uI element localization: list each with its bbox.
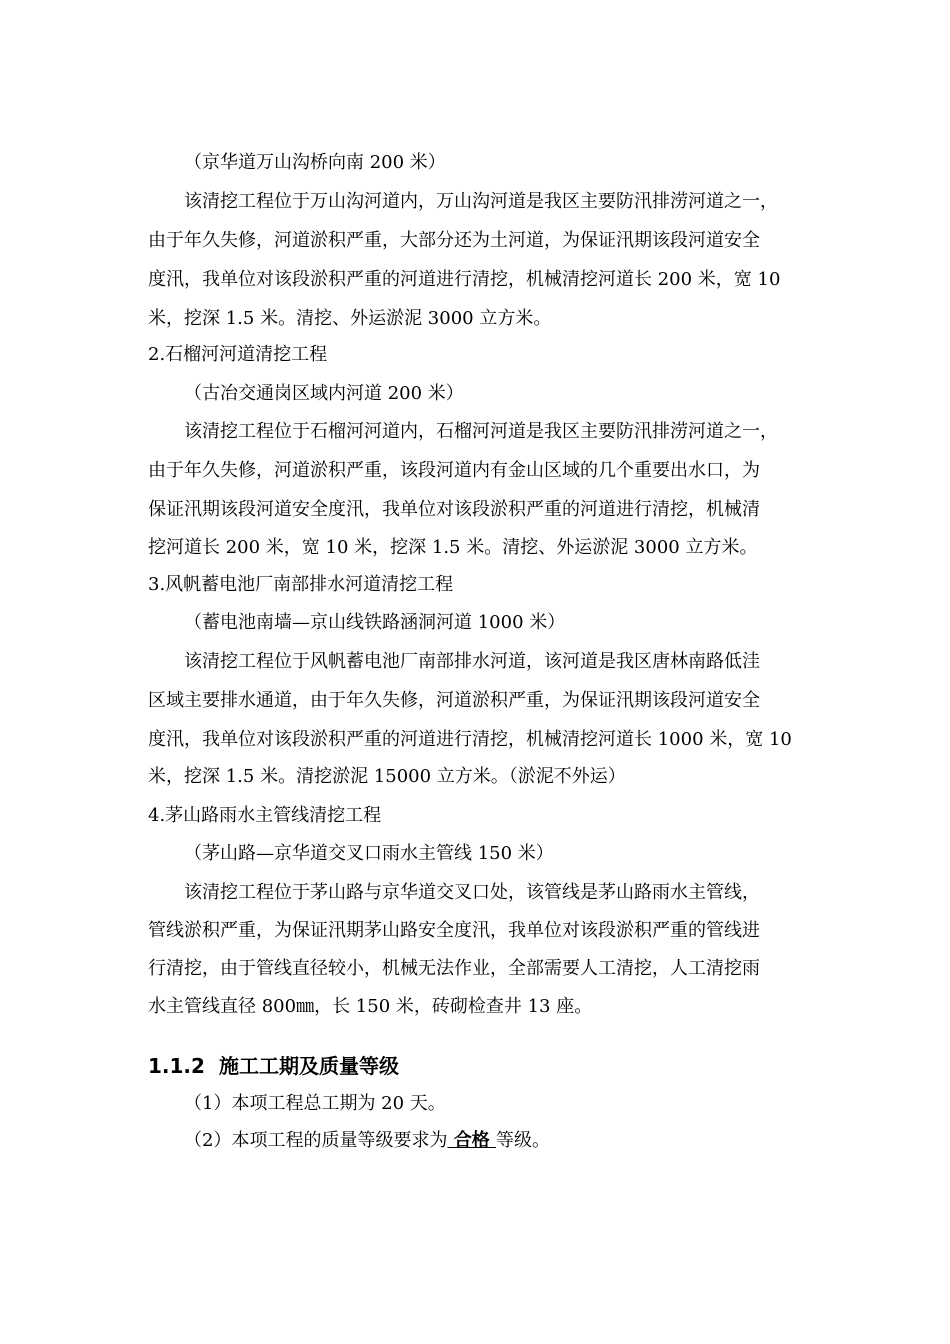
section-3-body-line: 该清挖工程位于风帆蓄电池厂南部排水河道，该河道是我区唐林南路低洼 (184, 651, 760, 672)
quality-item-suffix: 等级。 (496, 1130, 551, 1151)
section-1-body-line: 由于年久失修，河道淤积严重，大部分还为土河道，为保证汛期该段河道安全 (148, 230, 760, 251)
quality-item-prefix: （2）本项工程的质量等级要求为 (184, 1130, 448, 1151)
section-3-heading: 3.风帆蓄电池厂南部排水河道清挖工程 (148, 574, 454, 595)
section-2-heading: 2.石榴河河道清挖工程 (148, 344, 328, 365)
section-title: 施工工期及质量等级 (218, 1054, 399, 1078)
section-number: 1.1.2 (148, 1054, 205, 1078)
section-1-body-line: 该清挖工程位于万山沟河道内，万山沟河道是我区主要防汛排涝河道之一， (184, 191, 778, 212)
section-4-body-line: 行清挖，由于管线直径较小，机械无法作业，全部需要人工清挖，人工清挖雨 (148, 958, 760, 979)
section-2-body-line: 保证汛期该段河道安全度汛，我单位对该段淤积严重的河道进行清挖，机械清 (148, 499, 760, 520)
section-2-body-line: 该清挖工程位于石榴河河道内，石榴河河道是我区主要防汛排涝河道之一， (184, 421, 778, 442)
section-1-body-line: 米，挖深 1.5 米。清挖、外运淤泥 3000 立方米。 (148, 308, 552, 329)
section-4-heading: 4.茅山路雨水主管线清挖工程 (148, 805, 382, 826)
section-1-subtitle: （京华道万山沟桥向南 200 米） (184, 152, 446, 173)
section-1-body-line: 度汛，我单位对该段淤积严重的河道进行清挖，机械清挖河道长 200 米，宽 10 (148, 269, 781, 290)
section-2-subtitle: （古冶交通岗区域内河道 200 米） (184, 383, 464, 404)
section-4-subtitle: （茅山路—京华道交叉口雨水主管线 150 米） (184, 843, 554, 864)
section-3-subtitle: （蓄电池南墙—京山线铁路涵洞河道 1000 米） (184, 612, 566, 633)
section-4-body-line: 管线淤积严重，为保证汛期茅山路安全度汛，我单位对该段淤积严重的管线进 (148, 920, 760, 941)
section-3-body-line: 区域主要排水通道，由于年久失修，河道淤积严重，为保证汛期该段河道安全 (148, 690, 760, 711)
section-4-body-line: 该清挖工程位于茅山路与京华道交叉口处，该管线是茅山路雨水主管线， (184, 882, 760, 903)
section-2-body-line: 由于年久失修，河道淤积严重，该段河道内有金山区域的几个重要出水口，为 (148, 460, 760, 481)
section-2-body-line: 挖河道长 200 米，宽 10 米，挖深 1.5 米。清挖、外运淤泥 3000 立方米。 (148, 537, 758, 558)
duration-item: （1）本项工程总工期为 20 天。 (184, 1093, 446, 1114)
quality-item (184, 1129, 550, 1153)
section-heading-1-1-2 (148, 1052, 399, 1080)
section-4-body-line: 水主管线直径 800㎜，长 150 米，砖砌检查井 13 座。 (148, 996, 593, 1017)
quality-grade-value: 合格 (453, 1130, 490, 1151)
section-3-body-line: 米，挖深 1.5 米。清挖淤泥 15000 立方米。（淤泥不外运） (148, 766, 626, 787)
section-3-body-line: 度汛，我单位对该段淤积严重的河道进行清挖，机械清挖河道长 1000 米，宽 10 (148, 729, 792, 750)
